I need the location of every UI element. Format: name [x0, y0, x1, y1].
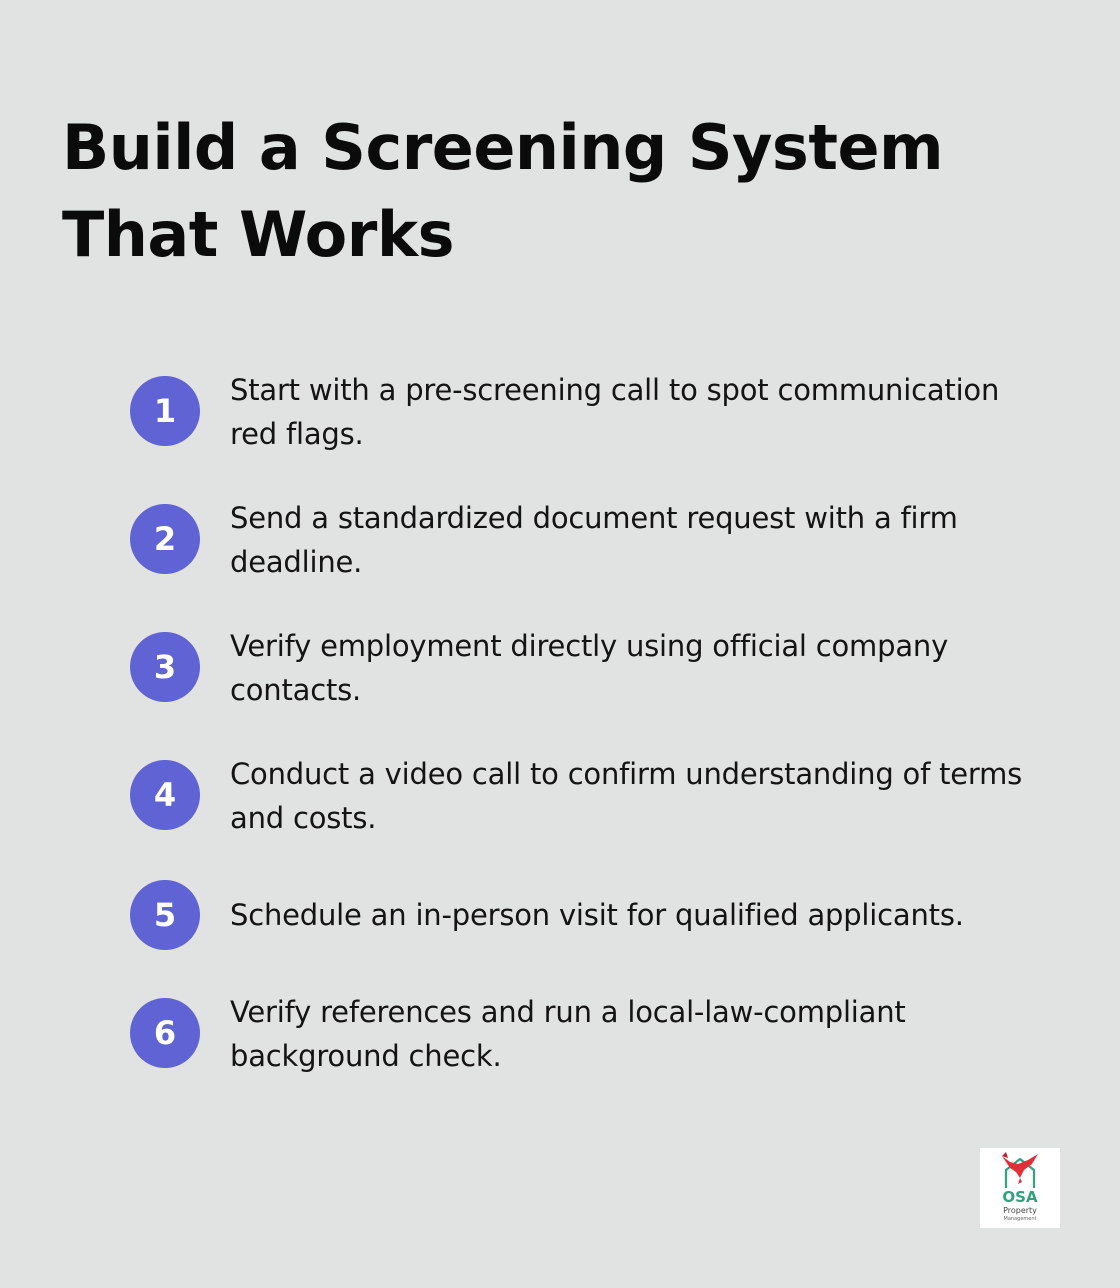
list-item [130, 880, 1050, 950]
step-number-badge: 1 [130, 376, 200, 446]
step-number-badge: 5 [130, 880, 200, 950]
page-title: Build a Screening System That Works [62, 111, 944, 271]
list-item [130, 757, 1050, 835]
logo-subtitle-small: Management [1003, 1216, 1037, 1222]
step-text: Start with a pre-screening call to spot communication red flags. [230, 373, 1000, 451]
company-logo [980, 1148, 1060, 1228]
step-number-badge: 3 [130, 632, 200, 702]
list-item [130, 501, 1050, 579]
step-number-badge: 6 [130, 998, 200, 1068]
step-text: Verify references and run a local-law-compliant background check. [230, 995, 906, 1073]
logo-text: OSA [1002, 1188, 1038, 1206]
step-text: Verify employment directly using official company contacts. [230, 629, 949, 707]
step-text: Conduct a video call to confirm understanding of terms and costs. [230, 757, 1023, 835]
step-text: Schedule an in-person visit for qualified applicants. [230, 898, 964, 932]
house-bird-icon [980, 1148, 1060, 1192]
step-number-badge: 2 [130, 504, 200, 574]
step-number-badge: 4 [130, 760, 200, 830]
list-item [130, 995, 1050, 1073]
step-text: Send a standardized document request with a firm deadline. [230, 501, 958, 579]
list-item [130, 373, 1050, 451]
logo-subtitle: Property [1003, 1206, 1037, 1215]
list-item [130, 629, 1050, 707]
